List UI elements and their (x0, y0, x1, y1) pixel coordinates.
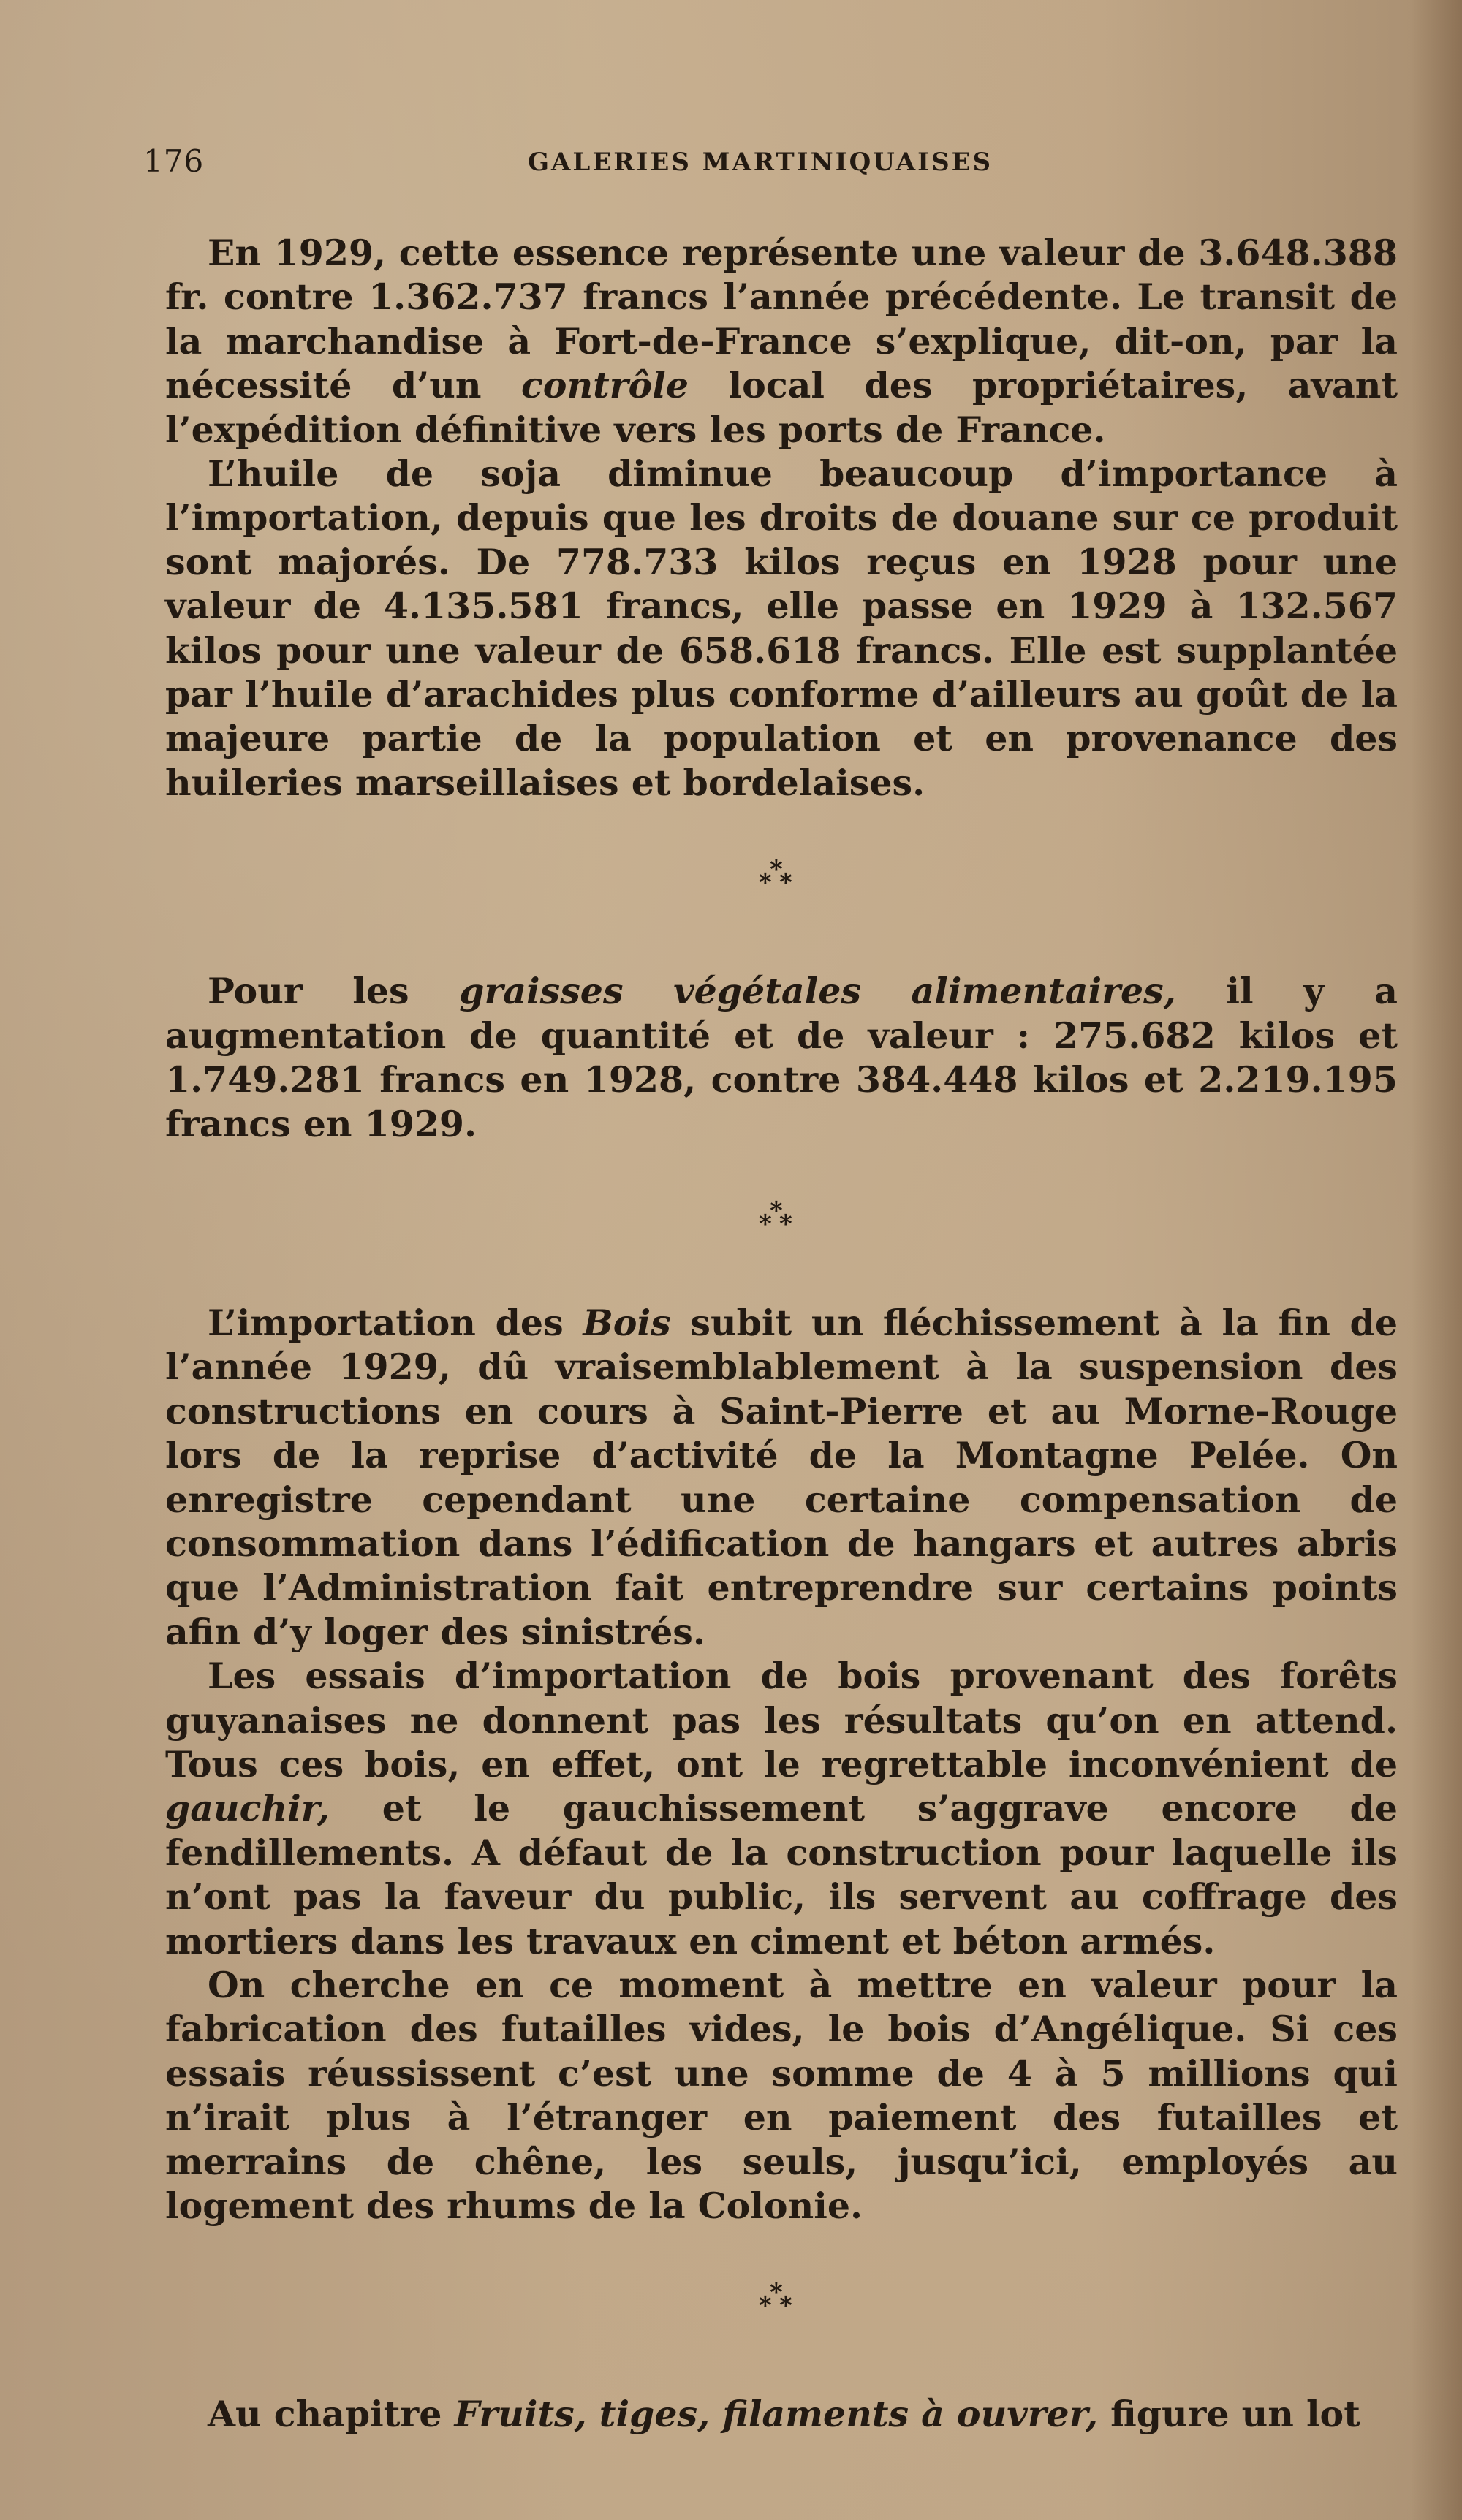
paragraph-3-text-a: Pour les (208, 970, 460, 1013)
asterism-icon (757, 857, 801, 901)
asterism-star: * (770, 855, 783, 885)
asterism-star: * (770, 1196, 783, 1226)
paragraph-5-text-b: et le gauchissement s’aggrave encore de fendillements. A défaut de la construction pour laquelle ils n’ont pas la faveur du public, ils servent au coffrage des mortiers dans les travaux en ciment et béton armés. (165, 1787, 1398, 1962)
paragraph-7-italic: Fruits, tiges, filaments à ouvrer, (454, 2393, 1099, 2436)
paragraph-4-italic: Bois (583, 1301, 671, 1344)
paragraph-3-italic: graisses végétales alimentaires, (459, 970, 1176, 1013)
asterism-star: * (779, 868, 792, 898)
paragraph-1-text-a: En 1929, cette essence représente une valeur de 3.648.388 fr. contre 1.362.737 francs l’année précédente. Le transit de la marchandise à Fort-de-France s’explique, dit-on, par la nécessité d’un (165, 232, 1398, 407)
body-text (165, 231, 1398, 2437)
asterism-star: * (759, 1209, 772, 1239)
asterism-icon (757, 2280, 801, 2324)
paragraph-7 (165, 2392, 1398, 2436)
paragraph-4-text-a: L’importation des (208, 1301, 583, 1344)
asterism-star: * (779, 1209, 792, 1239)
paragraph-7-text-b: figure un lot (1098, 2393, 1360, 2436)
paragraph-4 (165, 1301, 1398, 1654)
asterism-star: * (759, 2291, 772, 2321)
running-title: GALERIES MARTINIQUAISES (528, 148, 993, 177)
page-header (143, 143, 1396, 180)
paragraph-6: On cherche en ce moment à mettre en valeur pour la fabrication des futailles vides, le bois d’Angélique. Si ces essais réussissent c’est une somme de 4 à 5 millions qui n’irait plus à l’étranger en paiement des futailles et merrains de chêne, les seuls, jusqu’ici, employés au logement des rhums de la Colonie. (165, 1964, 1398, 2228)
paragraph-5-italic: gauchir, (165, 1787, 330, 1830)
paragraph-5 (165, 1654, 1398, 1963)
paragraph-5-text-a: Les essais d’importation de bois provenant des forêts guyanaises ne donnent pas les résultats qu’on en attend. Tous ces bois, en effet, ont le regrettable inconvénient de (165, 1655, 1398, 1785)
asterism-star: * (770, 2278, 783, 2308)
paragraph-3-text-b: il y a augmentation de quantité et de valeur : 275.682 kilos et 1.749.281 francs en 1928, contre 384.448 kilos et 2.219.195 francs en 1929. (165, 970, 1398, 1145)
asterism-icon (757, 1196, 801, 1242)
paragraph-3 (165, 969, 1398, 1146)
section-separator-3 (165, 2228, 1398, 2392)
page-number: 176 (143, 143, 205, 179)
paragraph-1-text-b: local des propriétaires, avant l’expédition définitive vers les ports de France. (165, 364, 1398, 451)
paragraph-7-text-a: Au chapitre (208, 2393, 455, 2436)
paragraph-1-italic: contrôle (520, 364, 689, 407)
paragraph-2: L’huile de soja diminue beaucoup d’importance à l’importation, depuis que les droits de douane sur ce produit sont majorés. De 778.733 kilos reçus en 1928 pour une valeur de 4.135.581 francs, elle passe en 1929 à 132.567 kilos pour une valeur de 658.618 francs. Elle est supplantée par l’huile d’arachides plus conforme d’ailleurs au goût de la majeure partie de la population et en provenance des huileries marseillaises et bordelaises. (165, 452, 1398, 804)
paragraph-4-text-b: subit un fléchissement à la fin de l’année 1929, dû vraisemblablement à la suspension des constructions en cours à Saint-Pierre et au Morne-Rouge lors de la reprise d’activité de la Montagne Pelée. On enregistre cependant une certaine compensation de consommation dans l’édification de hangars et autres abris que l’Administration fait entreprendre sur certains points afin d’y loger des sinistrés. (165, 1301, 1398, 1653)
asterism-star: * (759, 868, 772, 898)
asterism-star: * (779, 2291, 792, 2321)
section-separator-2 (165, 1146, 1398, 1301)
section-separator-1 (165, 805, 1398, 969)
paragraph-1 (165, 231, 1398, 452)
page-edge-shadow (1411, 0, 1462, 2520)
